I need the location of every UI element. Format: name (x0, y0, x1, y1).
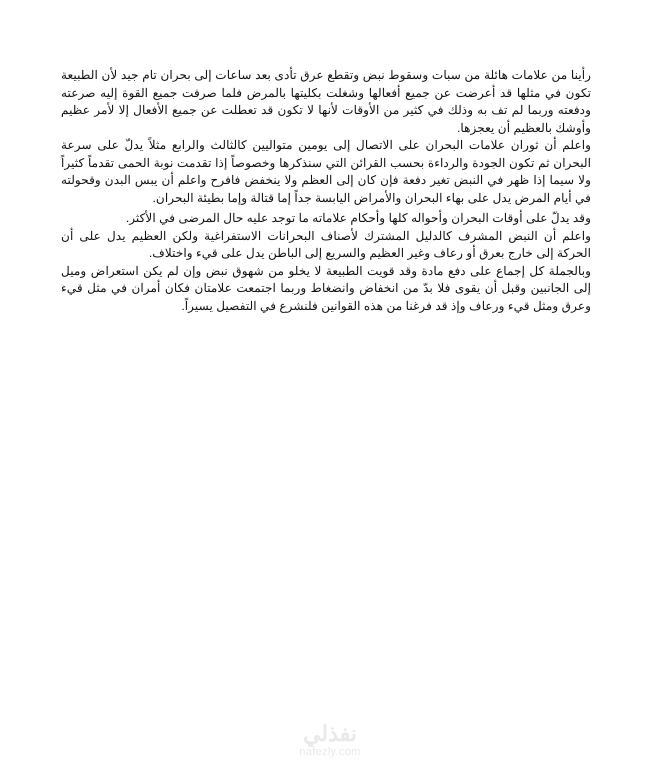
text-block-1 (61, 67, 591, 207)
paragraph: واعلم أن النبض المشرف كالدليل المشترك لأصناف البحرانات الاستفراغية ولكن العظيم يدل على أن الحركة إلى خارج بعرق أو رعاف وغير العظيم والسريع إلى الباطن يدل على قيء واختلاف. (61, 228, 591, 260)
watermark-arabic: نفذلي (303, 721, 357, 746)
watermark-logo (290, 722, 370, 764)
paragraph: واعلم أن ثوران علامات البحران على الاتصال إلى يومين متواليين كالثالث والرابع مثلاً يدلّ على سرعة البحران ثم تكون الجودة والرداءة بحسب القرائن التي سنذكرها وخصوصاً إذا تقدمت نوبة الحمى تقدماً كثيراً ولا سيما إذا ظهر في النبض تغير دفعة فإن كان إلى العظم ولا ينخفض فافرح واعلم أن يبس البدن وقحولته في أيام المرض يدل على بهاء البحران والأمراض اليابسة جداً إما قتالة وإما بطيئة البحران. (61, 138, 591, 205)
watermark-latin: nafezly.com (299, 746, 361, 758)
paragraph: وبالجملة كل إجماع على دفع مادة وقد قويت الطبيعة لا يخلو من شهوق نبض وإن لم يكن استعراض وميل إلى الجانبين وقبل أن يقوى فلا بدّ من انخفاض وانضغاط وربما اجتمعت علامتان فكان أمران في مثل قيء وعرق ومثل قيء ورعاف وإذ قد فرغنا من هذه القوانين فلنشرع في التفصيل يسيراً. (61, 263, 591, 313)
paragraph: رأينا من علامات هائلة من سبات وسقوط نبض وتقطع عرق تأدى بعد ساعات إلى بحران تام جيد لأن الطبيعة تكون في مثلها قد أعرضت عن جميع أفعالها وشغلت بكليتها بالمرض فلما صرفت جميع القوة إليه صرعته ودفعته وربما لم تف به وذلك في كثير من الأوقات لأنها لا تكون قد تعطلت عن جميع الأفعال إلا لأمر عظيم وأوشك بالعظيم أن يعجزها. (61, 68, 591, 135)
paragraph: وقد يدلّ على أوقات البحران وأحواله كلها وأحكام علاماته ما توجد عليه حال المرضى في الأكثر. (125, 211, 591, 225)
text-block-2 (61, 210, 591, 315)
